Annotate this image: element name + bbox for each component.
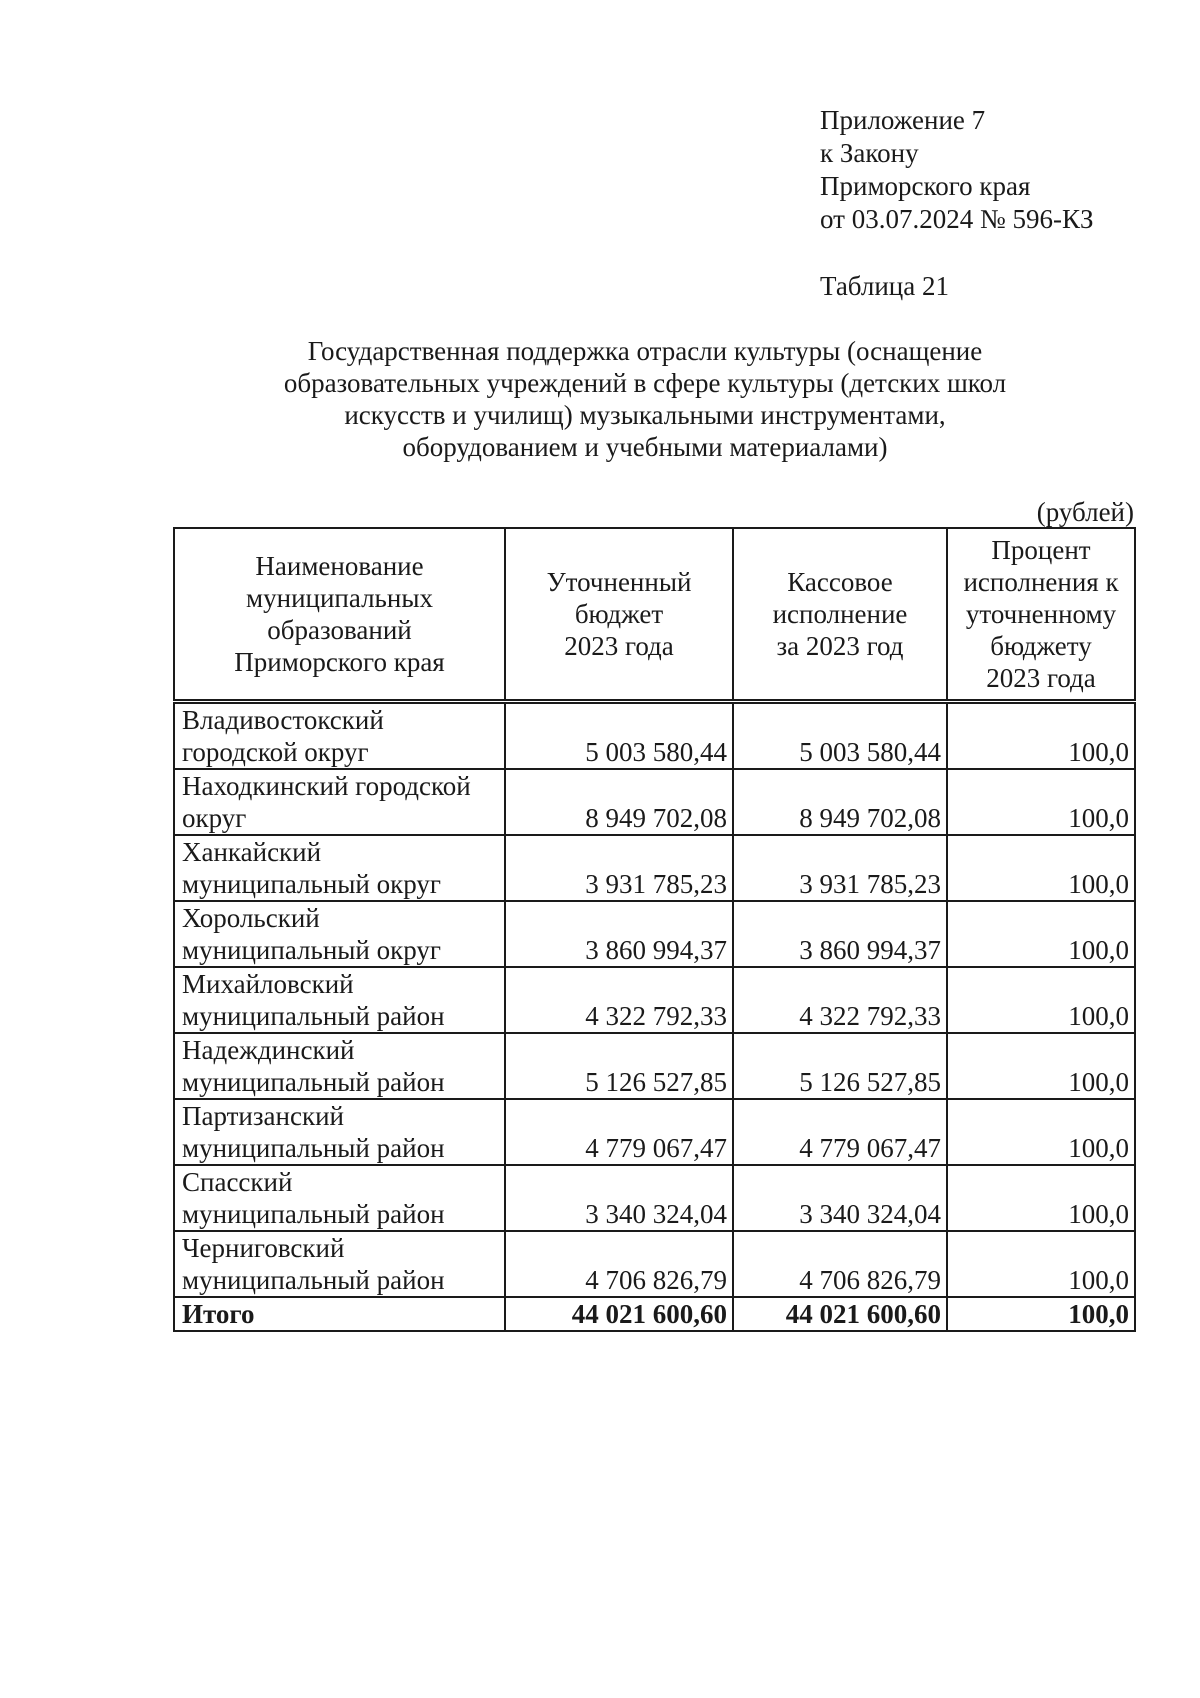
executed-value: 4 706 826,79 <box>733 1231 947 1297</box>
executed-value: 8 949 702,08 <box>733 769 947 835</box>
header-line: бюджет <box>574 599 664 629</box>
document-title <box>200 335 1090 463</box>
budget-value: 4 322 792,33 <box>505 967 733 1033</box>
municipality-name <box>174 1099 505 1165</box>
municipality-name-line: муниципальный округ <box>182 935 441 965</box>
header-line: Процент <box>991 535 1091 565</box>
budget-value: 3 860 994,37 <box>505 901 733 967</box>
executed-value: 3 860 994,37 <box>733 901 947 967</box>
municipality-name-line: муниципальный район <box>182 1199 445 1229</box>
header-line: уточненному <box>965 599 1117 629</box>
municipality-name <box>174 702 505 770</box>
appendix-line: к Закону <box>820 138 919 168</box>
header-executed <box>733 528 947 702</box>
table-row <box>174 702 1135 770</box>
budget-value: 5 003 580,44 <box>505 702 733 770</box>
municipality-name <box>174 901 505 967</box>
budget-value: 5 126 527,85 <box>505 1033 733 1099</box>
table-header-row <box>174 528 1135 702</box>
executed-value: 4 322 792,33 <box>733 967 947 1033</box>
appendix-reference <box>820 104 1093 236</box>
budget-table <box>173 527 1136 1332</box>
executed-value: 5 003 580,44 <box>733 702 947 770</box>
header-line: исполнения к <box>963 567 1119 597</box>
table-row <box>174 1099 1135 1165</box>
budget-value: 3 931 785,23 <box>505 835 733 901</box>
title-line: оборудованием и учебными материалами) <box>402 432 888 462</box>
header-line: Уточненный <box>546 567 692 597</box>
percent-value: 100,0 <box>947 967 1135 1033</box>
table-row <box>174 967 1135 1033</box>
appendix-line: Приложение 7 <box>820 105 986 135</box>
percent-value: 100,0 <box>947 1231 1135 1297</box>
header-percent <box>947 528 1135 702</box>
appendix-line: Приморского края <box>820 171 1031 201</box>
header-line: муниципальных <box>246 583 433 613</box>
header-line: бюджету <box>990 631 1092 661</box>
municipality-name-line: Спасский <box>182 1167 293 1197</box>
header-line: Наименование <box>255 551 424 581</box>
percent-value: 100,0 <box>947 1165 1135 1231</box>
municipality-name-line: Владивостокский <box>182 705 384 735</box>
municipality-name-line: муниципальный район <box>182 1265 445 1295</box>
executed-value: 5 126 527,85 <box>733 1033 947 1099</box>
table-body <box>174 702 1135 1332</box>
header-line: за 2023 год <box>776 631 904 661</box>
budget-value: 4 706 826,79 <box>505 1231 733 1297</box>
municipality-name-line: округ <box>182 803 247 833</box>
header-budget <box>505 528 733 702</box>
percent-value: 100,0 <box>947 702 1135 770</box>
header-line: исполнение <box>772 599 908 629</box>
budget-value: 4 779 067,47 <box>505 1099 733 1165</box>
table-row <box>174 1231 1135 1297</box>
percent-value: 100,0 <box>947 769 1135 835</box>
total-budget: 44 021 600,60 <box>505 1297 733 1331</box>
header-line: 2023 года <box>986 663 1096 693</box>
table-row <box>174 1165 1135 1231</box>
percent-value: 100,0 <box>947 835 1135 901</box>
percent-value: 100,0 <box>947 1099 1135 1165</box>
municipality-name <box>174 835 505 901</box>
municipality-name-line: городской округ <box>182 737 369 767</box>
municipality-name-line: Черниговский <box>182 1233 345 1263</box>
appendix-line: от 03.07.2024 № 596-КЗ <box>820 204 1094 234</box>
municipality-name <box>174 1165 505 1231</box>
table-row <box>174 835 1135 901</box>
table-row <box>174 901 1135 967</box>
municipality-name <box>174 1231 505 1297</box>
table-number: Таблица 21 <box>820 271 949 301</box>
header-municipality <box>174 528 505 702</box>
municipality-name-line: муниципальный округ <box>182 869 441 899</box>
table-row <box>174 1033 1135 1099</box>
header-line: Кассовое <box>787 567 893 597</box>
total-executed: 44 021 600,60 <box>733 1297 947 1331</box>
municipality-name-line: Находкинский городской <box>182 771 471 801</box>
table-row <box>174 769 1135 835</box>
title-line: искусств и училищ) музыкальными инструментами, <box>344 400 946 430</box>
header-line: образований <box>267 615 412 645</box>
municipality-name <box>174 967 505 1033</box>
percent-value: 100,0 <box>947 1033 1135 1099</box>
budget-value: 8 949 702,08 <box>505 769 733 835</box>
municipality-name-line: муниципальный район <box>182 1133 445 1163</box>
title-line: образовательных учреждений в сфере культуры (детских школ <box>283 368 1007 398</box>
municipality-name-line: Надеждинский <box>182 1035 355 1065</box>
title-line: Государственная поддержка отрасли культуры (оснащение <box>307 336 983 366</box>
total-row <box>174 1297 1135 1331</box>
municipality-name-line: Хорольский <box>182 903 320 933</box>
municipality-name-line: Михайловский <box>182 969 354 999</box>
header-line: 2023 года <box>564 631 674 661</box>
executed-value: 3 340 324,04 <box>733 1165 947 1231</box>
units-label: (рублей) <box>1036 497 1134 527</box>
percent-value: 100,0 <box>947 901 1135 967</box>
municipality-name <box>174 1033 505 1099</box>
municipality-name-line: муниципальный район <box>182 1001 445 1031</box>
total-label: Итого <box>174 1297 505 1331</box>
header-line: Приморского края <box>234 647 445 677</box>
municipality-name <box>174 769 505 835</box>
municipality-name-line: Ханкайский <box>182 837 322 867</box>
total-percent: 100,0 <box>947 1297 1135 1331</box>
municipality-name-line: Партизанский <box>182 1101 344 1131</box>
executed-value: 3 931 785,23 <box>733 835 947 901</box>
municipality-name-line: муниципальный район <box>182 1067 445 1097</box>
executed-value: 4 779 067,47 <box>733 1099 947 1165</box>
budget-value: 3 340 324,04 <box>505 1165 733 1231</box>
